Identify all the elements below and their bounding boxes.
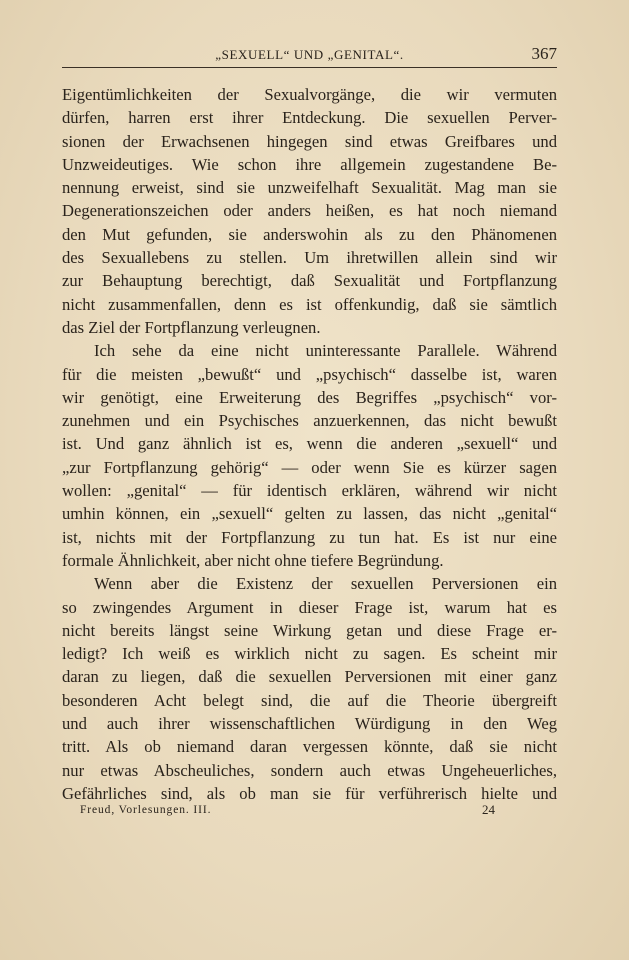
text-line: Eigentümlichkeiten der Sexualvorgänge, die wir vermuten [62, 85, 557, 104]
text-line: so zwingendes Argument in dieser Frage ist, warum hat es [62, 597, 557, 617]
text-line: dürfen, harren erst ihrer Entdeckung. Die sexuellen Perver- [62, 108, 557, 128]
text-line: zur Behauptung berechtigt, daß Sexualität und Fortpflanzung [62, 271, 557, 291]
text-line: nicht bereits längst seine Wirkung getan und diese Frage er- [62, 620, 557, 640]
text-line: und auch ihrer wissenschaftlichen Würdigung in den Weg [62, 714, 557, 734]
text-line: daran zu liegen, daß die sexuellen Perversionen mit einer ganz [62, 667, 557, 687]
text-line: formale Ähnlichkeit, aber nicht ohne tiefere Begründung. [62, 550, 444, 570]
text-line: nur etwas Abscheuliches, sondern auch etwas Ungeheuerliches, [62, 760, 557, 780]
text-line: für die meisten „bewußt“ und „psychisch“ dasselbe ist, waren [62, 364, 557, 384]
text-line: Wenn aber die Existenz der sexuellen Perversionen ein [94, 574, 557, 594]
text-line: das Ziel der Fortpflanzung verleugnen. [62, 317, 321, 337]
text-line: wollen: „genital“ — für identisch erklären, während wir nicht [62, 481, 557, 501]
text-line: wir genötigt, eine Erweiterung des Begriffes „psychisch“ vor- [62, 387, 557, 407]
page-number: 367 [531, 44, 557, 63]
text-line: Gefährliches sind, als ob man sie für verführerisch hielte und [62, 783, 557, 803]
footer-signature: Freud, Vorlesungen. III. [80, 804, 212, 816]
text-line: den Mut gefunden, sie anderswohin als zu den Phänomenen [62, 224, 557, 244]
text-line: nennung erweist, sind sie unzweifelhaft Sexualität. Mag man sie [62, 178, 557, 198]
text-line: tritt. Als ob niemand daran vergessen könnte, daß sie nicht [62, 737, 557, 757]
text-line: ist, nichts mit der Fortpflanzung zu tun hat. Es ist nur eine [62, 527, 557, 547]
text-line: „zur Fortpflanzung gehörig“ — oder wenn Sie es kürzer sagen [62, 457, 557, 477]
text-line: Ich sehe da eine nicht uninteressante Parallele. Während [94, 341, 557, 361]
body-text [62, 83, 557, 805]
paragraph [62, 572, 557, 805]
text-line: Unzweideutiges. Wie schon ihre allgemein zugestandene Be- [62, 154, 557, 174]
text-line: besonderen Acht belegt sind, die auf die Theorie übergreift [62, 690, 557, 710]
text-line: zunehmen und ein Psychisches anzuerkennen, das nicht bewußt [62, 411, 557, 431]
running-head-title: „SEXUELL“ UND „GENITAL“. [215, 47, 404, 62]
text-line: sionen der Erwachsenen hingegen sind etwas Greifbares und [62, 131, 557, 151]
text-line: des Sexuallebens zu stellen. Um ihretwillen allein sind wir [62, 248, 557, 268]
text-line: nicht zusammenfallen, denn es ist offenkundig, daß sie sämtlich [62, 294, 557, 314]
paragraph [62, 83, 557, 339]
text-line: ledigt? Ich weiß es wirklich nicht zu sagen. Es scheint mir [62, 644, 557, 664]
sheet-number: 24 [482, 802, 495, 817]
header-rule [62, 67, 557, 68]
page-footer [80, 802, 500, 820]
running-head [62, 44, 557, 64]
text-line: Degenerationszeichen oder anders heißen, es hat noch niemand [62, 201, 557, 221]
paragraph [62, 339, 557, 572]
text-line: umhin können, ein „sexuell“ gelten zu lassen, das nicht „genital“ [62, 504, 557, 524]
text-line: ist. Und ganz ähnlich ist es, wenn die anderen „sexuell“ und [62, 434, 557, 454]
